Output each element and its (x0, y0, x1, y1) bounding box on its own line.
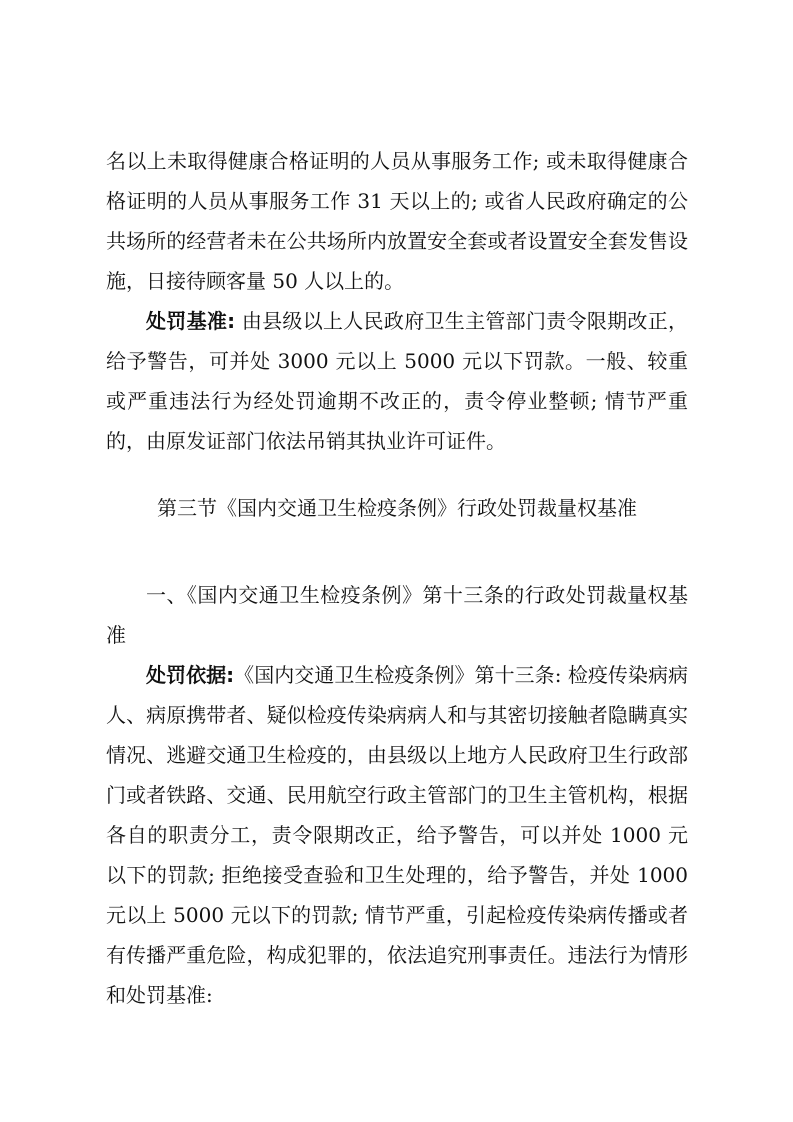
subsection-heading (106, 575, 688, 655)
penalty-standard-text: 由县级以上人民政府卫生主管部门责令限期改正，给予警告，可并处 3000 元以上 5000 元以下罚款。一般、较重或严重违法行为经处罚逾期不改正的，责令停业整顿; 情节严重的，由原发证部门依法吊销其执业许可证件。 (106, 309, 689, 453)
penalty-basis-text: 《国内交通卫生检疫条例》第十三条: 检疫传染病病人、病原携带者、疑似检疫传染病病人和与其密切接触者隐瞒真实情况、逃避交通卫生检疫的，由县级以上地方人民政府卫生行政部门或者铁路、交通、民用航空行政主管部门的卫生主管机构，根据各自的职责分工，责令限期改正，给予警告，可以并处 1000 元以下的罚款; 拒绝接受查验和卫生处理的，给予警告，并处 1000 元以上 5000 元以下的罚款; 情节严重，引起检疫传染病传播或者有传播严重危险，构成犯罪的，依法追究刑事责任。违法行为情形和处罚基准: (106, 663, 688, 1007)
penalty-standard-label: 处罚基准: (146, 309, 236, 333)
paragraph-penalty-standard (106, 301, 688, 461)
paragraph-penalty-basis (106, 655, 688, 1015)
section-title: 第三节《国内交通卫生检疫条例》行政处罚裁量权基准 (157, 496, 637, 520)
paragraph-continuation (106, 141, 688, 301)
subsection-heading-text: 一、《国内交通卫生检疫条例》第十三条的行政处罚裁量权基准 (106, 583, 688, 647)
penalty-basis-label: 处罚依据: (146, 663, 235, 687)
paragraph-text: 名以上未取得健康合格证明的人员从事服务工作; 或未取得健康合格证明的人员从事服务工作 31 天以上的; 或省人民政府确定的公共场所的经营者未在公共场所内放置安全套或者设置安全套发售设施，日接待顾客量 50 人以上的。 (106, 149, 688, 293)
